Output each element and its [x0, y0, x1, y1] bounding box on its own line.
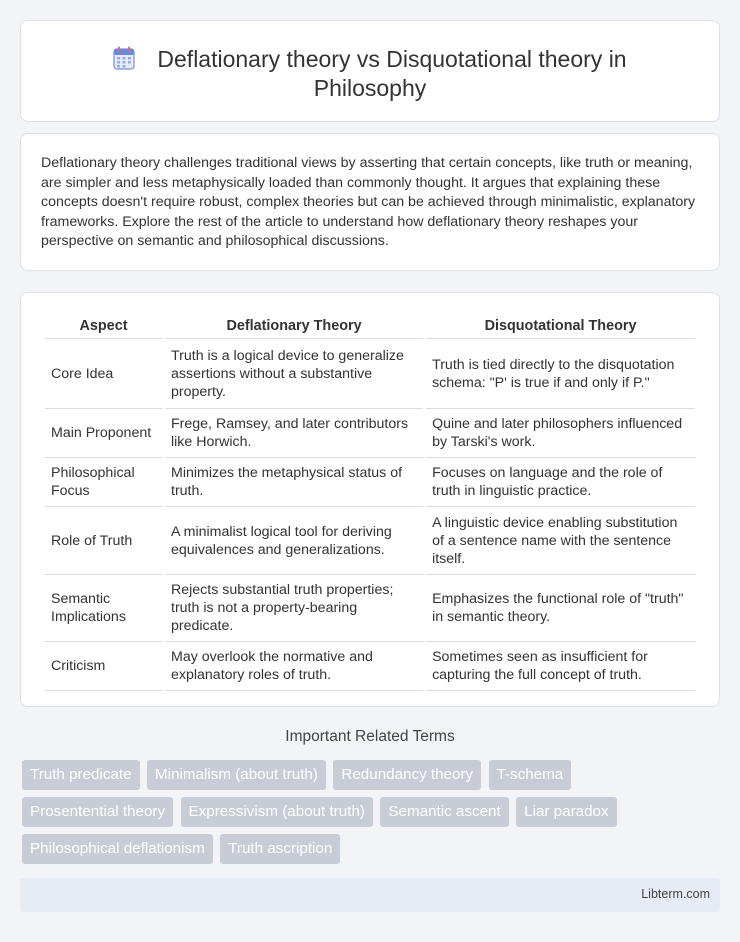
deflationary-cell: A minimalist logical tool for deriving equivalences and generalizations.: [165, 507, 423, 575]
table-row: [45, 339, 695, 409]
table-row: [45, 642, 695, 691]
calendar-icon: [113, 46, 135, 70]
disquotational-cell: Emphasizes the functional role of "truth" in semantic theory.: [426, 575, 695, 642]
deflationary-cell: May overlook the normative and explanatory roles of truth.: [165, 642, 423, 691]
table-row: [45, 458, 695, 507]
header-deflationary: Deflationary Theory: [165, 315, 423, 339]
tag-prosentential-theory[interactable]: Prosentential theory: [22, 797, 173, 827]
table-row: [45, 575, 695, 642]
table-header-row: [45, 315, 695, 339]
table-row: [45, 507, 695, 575]
header-card: [20, 20, 720, 122]
title-line-1: Deflationary theory vs Disquotational theory in: [157, 46, 627, 72]
tag-liar-paradox[interactable]: Liar paradox: [516, 797, 616, 827]
disquotational-cell: Focuses on language and the role of truth in linguistic practice.: [426, 458, 695, 507]
tag-redundancy-theory[interactable]: Redundancy theory: [333, 760, 481, 790]
disquotational-cell: Quine and later philosophers influenced by Tarski's work.: [426, 409, 695, 458]
intro-text: Deflationary theory challenges traditional views by asserting that certain concepts, like truth or meaning, are simpler and less metaphysically loaded than commonly thought. It argues that explaining these concepts doesn't require robust, complex theories but can be achieved through minimalistic, explanatory frameworks. Explore the rest of the article to understand how deflationary theory reshapes your perspective on semantic and philosophical discussions.: [41, 155, 696, 249]
aspect-cell: Philosophical Focus: [45, 458, 162, 507]
comparison-table: [42, 315, 698, 691]
comparison-card: [20, 292, 720, 707]
table-row: [45, 409, 695, 458]
header-aspect: Aspect: [45, 315, 162, 339]
title-line-2: Philosophy: [313, 75, 427, 101]
disquotational-cell: A linguistic device enabling substitution of a sentence name with the sentence itself.: [426, 507, 695, 575]
page-title: [21, 45, 719, 103]
tag-semantic-ascent[interactable]: Semantic ascent: [380, 797, 508, 827]
tag-truth-predicate[interactable]: Truth predicate: [22, 760, 140, 790]
footer: [20, 878, 720, 912]
disquotational-cell: Sometimes seen as insufficient for capturing the full concept of truth.: [426, 642, 695, 691]
aspect-cell: Criticism: [45, 642, 162, 691]
tag-expressivism[interactable]: Expressivism (about truth): [181, 797, 373, 827]
intro-card: [20, 133, 720, 271]
related-terms-title: Important Related Terms: [285, 728, 455, 745]
deflationary-cell: Truth is a logical device to generalize assertions without a substantive property.: [165, 339, 423, 409]
tag-philosophical-deflationism[interactable]: Philosophical deflationism: [22, 834, 213, 864]
aspect-cell: Role of Truth: [45, 507, 162, 575]
header-disquotational: Disquotational Theory: [426, 315, 695, 339]
footer-brand[interactable]: Libterm.com: [641, 887, 710, 901]
aspect-cell: Main Proponent: [45, 409, 162, 458]
aspect-cell: Core Idea: [45, 339, 162, 409]
related-terms-list: [22, 760, 722, 871]
tag-minimalism[interactable]: Minimalism (about truth): [147, 760, 326, 790]
aspect-cell: Semantic Implications: [45, 575, 162, 642]
deflationary-cell: Minimizes the metaphysical status of truth.: [165, 458, 423, 507]
deflationary-cell: Frege, Ramsey, and later contributors like Horwich.: [165, 409, 423, 458]
tag-truth-ascription[interactable]: Truth ascription: [220, 834, 340, 864]
tag-t-schema[interactable]: T-schema: [489, 760, 572, 790]
deflationary-cell: Rejects substantial truth properties; truth is not a property-bearing predicate.: [165, 575, 423, 642]
disquotational-cell: Truth is tied directly to the disquotation schema: "P' is true if and only if P.": [426, 339, 695, 409]
